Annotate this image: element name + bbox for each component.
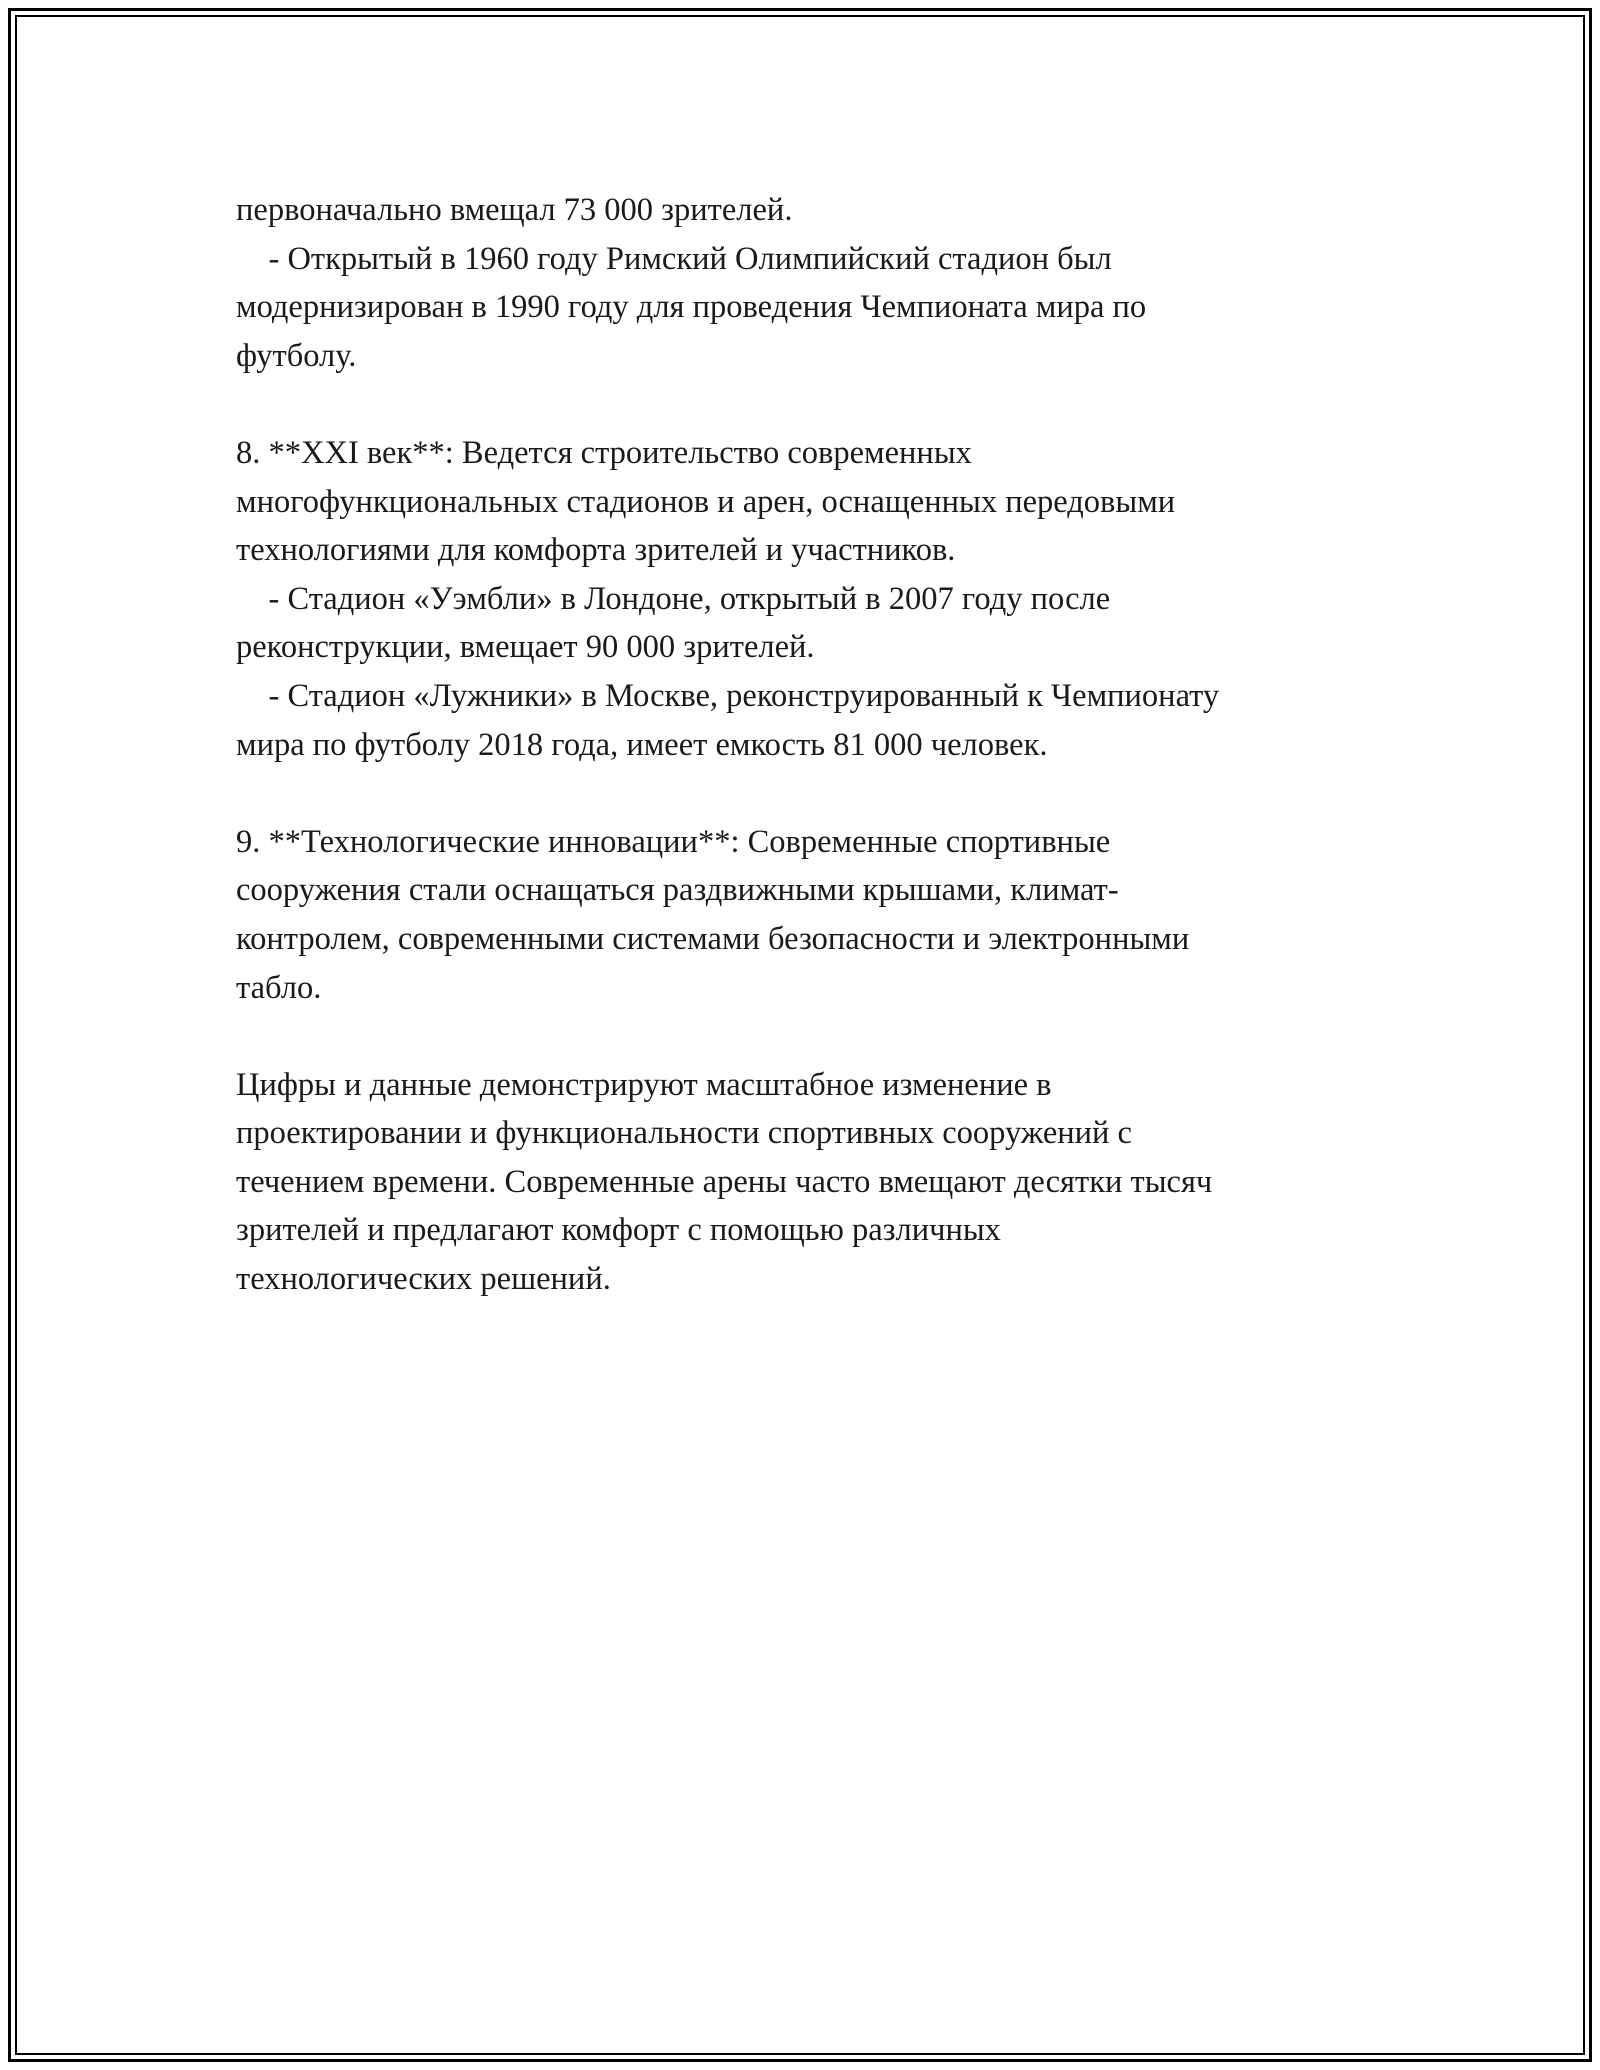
text-line: сооружения стали оснащаться раздвижными крышами, климат- <box>236 872 1119 909</box>
paragraph-gap <box>236 769 1366 818</box>
text-line: - Стадион «Лужники» в Москве, реконструированный к Чемпионату <box>236 677 1220 714</box>
paragraph-gap <box>236 1012 1366 1061</box>
text-line: 9. **Технологические инновации**: Современные спортивные <box>236 823 1111 860</box>
document-body <box>236 186 1366 1304</box>
text-line: Цифры и данные демонстрируют масштабное изменение в <box>236 1066 1052 1103</box>
text-line: технологических решений. <box>236 1261 611 1298</box>
text-line: футболу. <box>236 337 357 374</box>
text-line: технологиями для комфорта зрителей и участников. <box>236 532 956 569</box>
text-line: зрителей и предлагают комфорт с помощью различных <box>236 1212 1001 1249</box>
text-line: табло. <box>236 969 322 1006</box>
text-line: модернизирован в 1990 году для проведения Чемпионата мира по <box>236 289 1147 326</box>
text-line: первоначально вмещал 73 000 зрителей. <box>236 192 793 228</box>
text-line: реконструкции, вмещает 90 000 зрителей. <box>236 629 815 666</box>
text-line: - Стадион «Уэмбли» в Лондоне, открытый в 2007 году после <box>236 580 1111 617</box>
text-line: 8. **XXI век**: Ведется строительство современных <box>236 434 972 471</box>
text-line: течением времени. Современные арены часто вмещают десятки тысяч <box>236 1163 1213 1200</box>
text-line: контролем, современными системами безопасности и электронными <box>236 920 1190 957</box>
text-line: проектировании и функциональности спортивных сооружений с <box>236 1115 1132 1152</box>
text-line: мира по футболу 2018 года, имеет емкость 81 000 человек. <box>236 726 1048 763</box>
text-line: многофункциональных стадионов и арен, оснащенных передовыми <box>236 483 1176 520</box>
text-line: - Открытый в 1960 году Римский Олимпийский стадион был <box>236 240 1112 277</box>
paragraph-gap <box>236 380 1366 429</box>
